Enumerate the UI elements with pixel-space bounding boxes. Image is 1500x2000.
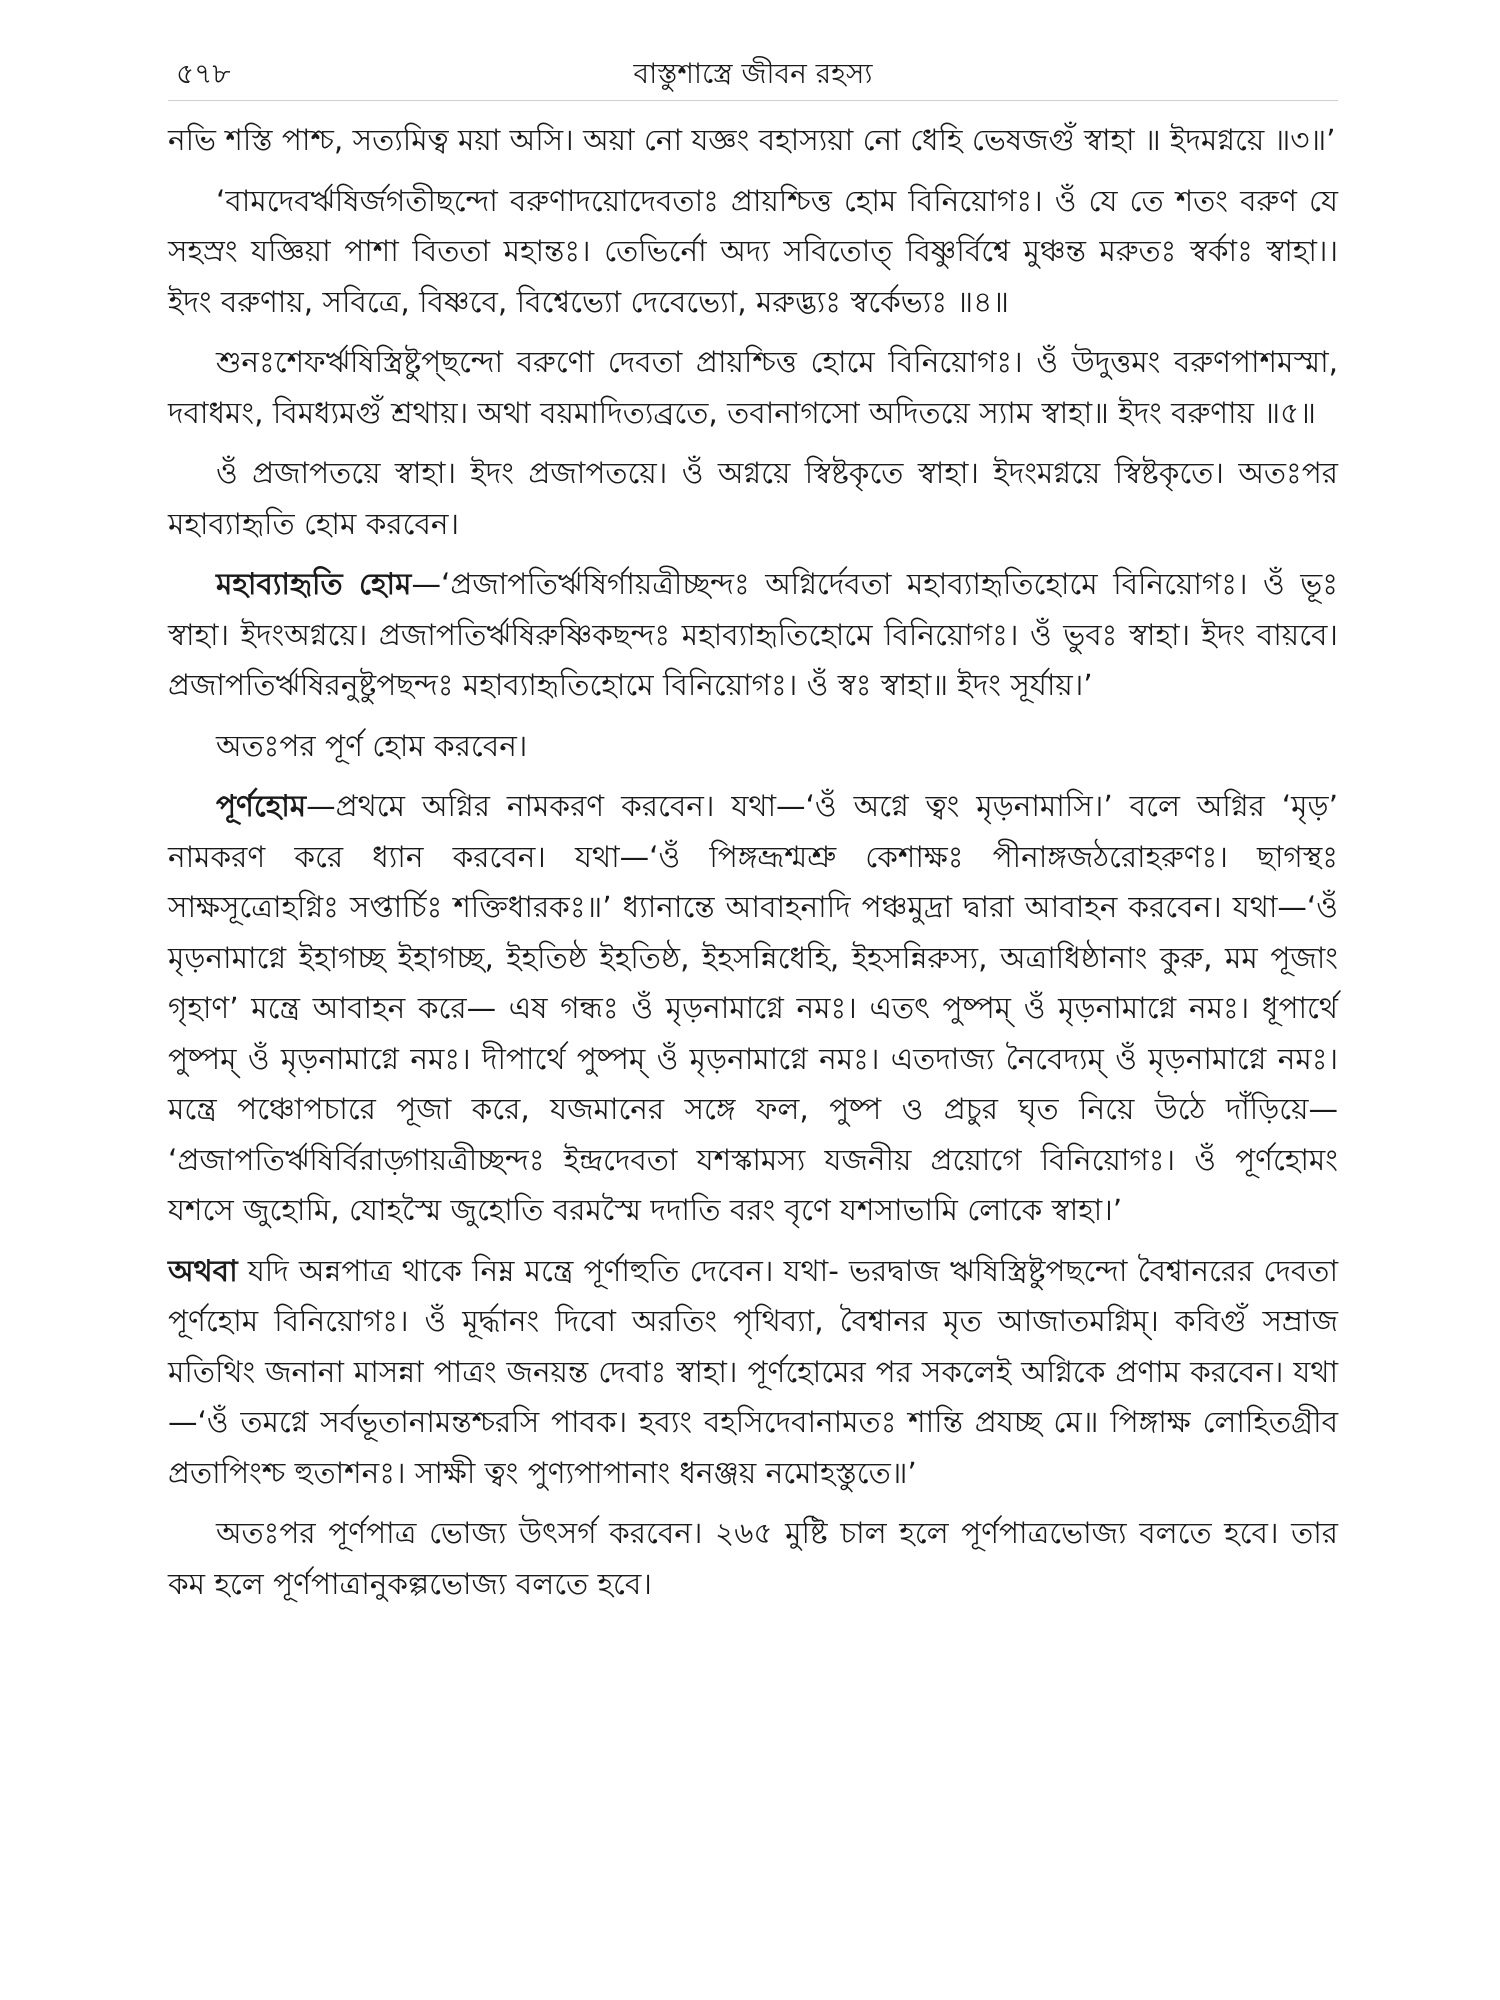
- paragraph-text: অতঃপর পূর্ণ হোম করবেন।: [216, 728, 528, 763]
- book-page: [168, 40, 1338, 1980]
- paragraph-text: —প্রথমে অগ্নির নামকরণ করবেন। যথা—‘ওঁ অগ্নে ত্বং মৃড়নামাসি।’ বলে অগ্নির ‘মৃড়’ নামকরণ করে ধ্যান করবেন। যথা—‘ওঁ পিঙ্গভ্রূশ্মশ্রু কেশাক্ষঃ পীনাঙ্গজঠরোহরুণঃ। ছাগস্থঃ সাক্ষসূত্রোহগ্নিঃ সপ্তার্চিঃ শক্তিধারকঃ॥’ ধ্যানান্তে আবাহনাদি পঞ্চমুদ্রা দ্বারা আবাহন করবেন। যথা—‘ওঁ মৃড়নামাগ্নে ইহাগচ্ছ ইহাগচ্ছ, ইহতিষ্ঠ ইহতিষ্ঠ, ইহসন্নিধেহি, ইহসন্নিরুস্য, অত্রাধিষ্ঠানাং কুরু, মম পূজাং গৃহাণ’ মন্ত্রে আবাহন করে— এষ গন্ধঃ ওঁ মৃড়নামাগ্নে নমঃ। এতৎ পুষ্পম্ ওঁ মৃড়নামাগ্নে নমঃ। ধূপার্থে পুষ্পম্ ওঁ মৃড়নামাগ্নে নমঃ। দীপার্থে পুষ্পম্ ওঁ মৃড়নামাগ্নে নমঃ। এতদাজ্য নৈবেদ্যম্ ওঁ মৃড়নামাগ্নে নমঃ। মন্ত্রে পঞ্চোপচারে পূজা করে, যজমানের সঙ্গে ফল, পুষ্প ও প্রচুর ঘৃত নিয়ে উঠে দাঁড়িয়ে— ‘প্রজাপতির্ঋষির্বিরাড়্গায়ত্রীচ্ছন্দঃ ইন্দ্রদেবতা যশস্কামস্য যজনীয় প্রয়োগে বিনিয়োগঃ। ওঁ পূর্ণহোমং যশসে জুহোমি, যোহস্মৈ জুহোতি বরমস্মৈ দদাতি বরং বৃণে যশসাভামি লোকে স্বাহা।’: [168, 789, 1338, 1227]
- paragraph-text: —‘প্রজাপতির্ঋষির্গায়ত্রীচ্ছন্দঃ অগ্নির্দেবতা মহাব্যাহৃতিহোমে বিনিয়োগঃ। ওঁ ভূঃ স্বাহা। ইদংঅগ্নয়ে। প্রজাপতির্ঋষিরুষ্ণিকছন্দঃ মহাব্যাহৃতিহোমে বিনিয়োগঃ। ওঁ ভুবঃ স্বাহা। ইদং বায়বে। প্রজাপতির্ঋষিরনুষ্টুপছন্দঃ মহাব্যাহৃতিহোমে বিনিয়োগঃ। ওঁ স্বঃ স্বাহা॥ ইদং সূর্যায়।’: [168, 567, 1338, 702]
- page-header: [168, 40, 1338, 101]
- paragraph-text: নভি শস্তি পাশ্চ, সত্যমিত্ব ময়া অসি। অয়া নো যজ্ঞং বহাস্যয়া নো ধেহি ভেষজগুঁ স্বাহা ॥ ইদমগ্নয়ে ॥৩॥’: [168, 123, 1336, 157]
- running-title: বাস্তুশাস্ত্রে জীবন রহস্য: [633, 57, 873, 90]
- paragraph-text: ‘বামদেবর্ঋষির্জগতীছন্দো বরুণাদয়োদেবতাঃ প্রায়শ্চিত্ত হোম বিনিয়োগঃ। ওঁ যে তে শতং বরুণ যে সহস্রং যজ্ঞিয়া পাশা বিততা মহান্তঃ। তেভির্নো অদ্য সবিতোত্ বিষ্ণুর্বিশ্বে মুঞ্চন্ত মরুতঃ স্বর্কাঃ স্বাহা।। ইদং বরুণায়, সবিত্রে, বিষ্ণবে, বিশ্বেভ্যো দেবেভ্যো, মরুদ্ভ্যঃ স্বর্কেভ্যঃ ॥৪॥: [168, 183, 1338, 319]
- paragraph-3: [168, 337, 1338, 438]
- paragraph-1: [168, 115, 1338, 166]
- paragraph-4: [168, 448, 1338, 549]
- page-number: ৫৭৮: [176, 57, 231, 90]
- paragraph-2: [168, 176, 1338, 328]
- paragraph-5: [168, 559, 1338, 711]
- paragraph-text: শুনঃশেফর্ঋষিস্ত্রিষ্টুপ্ছন্দো বরুণো দেবতা প্রায়শ্চিত্ত হোমে বিনিয়োগঃ। ওঁ উদুত্তমং বরুণপাশমস্মা, দবাধমং, বিমধ্যমগুঁ শ্রথায়। অথা বয়মাদিত্যব্রতে, তবানাগসো অদিতয়ে স্যাম স্বাহা॥ ইদং বরুণায় ॥৫॥: [168, 345, 1338, 430]
- paragraph-8: [168, 1246, 1338, 1499]
- paragraph-heading: মহাব্যাহৃতি হোম: [216, 567, 412, 601]
- paragraph-9: [168, 1508, 1338, 1609]
- paragraph-text: ওঁ প্রজাপতয়ে স্বাহা। ইদং প্রজাপতয়ে। ওঁ অগ্নয়ে স্বিষ্টকৃতে স্বাহা। ইদংমগ্নয়ে স্বিষ্টকৃতে। অতঃপর মহাব্যাহৃতি হোম করবেন।: [168, 456, 1338, 541]
- paragraph-heading: অথবা: [168, 1253, 238, 1288]
- paragraph-7: [168, 781, 1338, 1236]
- paragraph-6: [168, 721, 1338, 772]
- paragraph-text: অতঃপর পূর্ণপাত্র ভোজ্য উৎসর্গ করবেন। ২৬৫ মুষ্টি চাল হলে পূর্ণপাত্রভোজ্য বলতে হবে। তার কম হলে পূর্ণপাত্রানুকল্পভোজ্য বলতে হবে।: [168, 1516, 1338, 1601]
- paragraph-text: যদি অন্নপাত্র থাকে নিম্ন মন্ত্রে পূর্ণাহুতি দেবেন। যথা- ভরদ্বাজ ঋষিস্ত্রিষ্টুপছন্দো বৈশ্বানরের দেবতা পূর্ণহোম বিনিয়োগঃ। ওঁ মূর্দ্ধানং দিবো অরতিং পৃথিব্যা, বৈশ্বানর মৃত আজাতমগ্নিম্। কবিগুঁ সম্রাজ মতিথিং জনানা মাসন্না পাত্রং জনয়ন্ত দেবাঃ স্বাহা। পূর্ণহোমের পর সকলেই অগ্নিকে প্রণাম করবেন। যথা—‘ওঁ তমগ্নে সর্বভূতানামন্তশ্চরসি পাবক। হব্যং বহসিদেবানামতঃ শান্তি প্রযচ্ছ মে॥ পিঙ্গাক্ষ লোহিতগ্রীব প্রতাপিংশ্চ হুতাশনঃ। সাক্ষী ত্বং পুণ্যপাপানাং ধনঞ্জয় নমোহস্তুতে॥’: [168, 1253, 1338, 1490]
- paragraph-heading: পূর্ণহোম: [216, 789, 307, 823]
- page-body: [168, 115, 1338, 1609]
